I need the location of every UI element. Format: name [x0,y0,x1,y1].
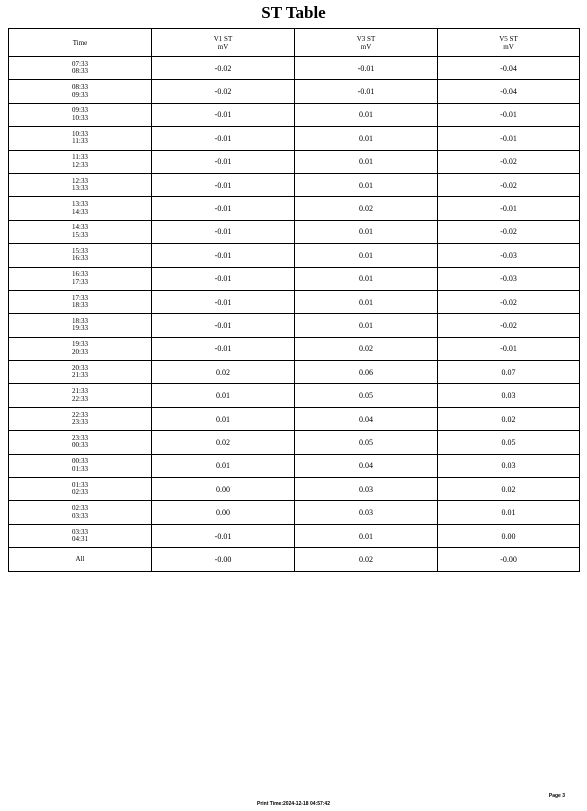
table-row [9,454,580,477]
v1-st-value: -0.01 [152,127,295,150]
time-range-cell [9,197,152,220]
v5-st-value: 0.05 [438,431,580,454]
v3-st-value: 0.01 [295,267,438,290]
time-start: 19:33 [72,340,88,349]
v1-st-value: 0.00 [152,478,295,501]
v3-st-value: 0.04 [295,407,438,430]
v5-st-value: -0.02 [438,290,580,313]
time-end: 21:33 [72,371,88,380]
time-end: 14:33 [72,207,88,216]
time-start: 07:33 [72,59,88,68]
v1-st-value: -0.01 [152,337,295,360]
v5-st-value: 0.02 [438,478,580,501]
time-range-cell [9,501,152,524]
time-end: 03:33 [72,511,88,520]
v1-st-value: 0.01 [152,384,295,407]
table-row [9,150,580,173]
v3-st-value: 0.01 [295,244,438,267]
table-row [9,314,580,337]
time-start: 14:33 [72,223,88,232]
v3-st-value: 0.01 [295,290,438,313]
time-start: 00:33 [72,457,88,466]
v5-st-value: 0.00 [438,524,580,547]
v3-st-value: 0.01 [295,127,438,150]
time-range-cell [9,431,152,454]
time-end: 04:31 [72,535,88,543]
time-range-cell [9,80,152,103]
time-start: 11:33 [72,153,88,162]
time-start: 01:33 [72,480,88,489]
time-start: 02:33 [72,504,88,513]
v1-st-value: 0.02 [152,361,295,384]
time-end: 16:33 [72,254,88,263]
time-range-cell [9,314,152,337]
v1-st-value: -0.01 [152,197,295,220]
time-start: 13:33 [72,200,88,209]
time-start: 23:33 [72,433,88,442]
time-start: 16:33 [72,270,88,279]
page-title: ST Table [261,3,326,22]
table-row [9,127,580,150]
v3-st-value: 0.02 [295,197,438,220]
time-range-cell [9,244,152,267]
table-row [9,103,580,126]
v5-st-value: -0.01 [438,197,580,220]
table-row [9,431,580,454]
print-time: Print Time:2024-12-18 04:57:42 [256,801,330,807]
table-row [9,361,580,384]
time-range-cell [9,454,152,477]
header-v1-unit: mV [217,42,229,51]
time-end: 12:33 [72,160,88,169]
v3-st-value: 0.01 [295,150,438,173]
table-row [9,197,580,220]
time-end: 10:33 [72,113,88,122]
time-range-cell [9,173,152,196]
time-range-cell [9,103,152,126]
v3-st-value: 0.01 [295,173,438,196]
table-row [9,384,580,407]
time-end: 08:33 [72,67,88,76]
table-row [9,290,580,313]
time-end: 01:33 [72,464,88,473]
st-table [8,28,580,572]
time-end: 02:33 [72,488,88,497]
v5-st-value: -0.04 [438,57,580,80]
time-end: 09:33 [72,90,88,99]
time-range-cell [9,220,152,243]
time-range-cell [9,290,152,313]
v5-st-value: 0.01 [438,501,580,524]
table-row [9,244,580,267]
v1-st-value: -0.02 [152,57,295,80]
table-row [9,173,580,196]
header-v3-unit: mV [360,42,372,51]
header-v5-lead: V5 ST [499,34,518,43]
time-end: 13:33 [72,184,88,193]
v5-st-value: -0.02 [438,314,580,337]
time-range-cell [9,267,152,290]
header-row [9,29,580,57]
time-range-cell [9,524,152,547]
table-row [9,80,580,103]
header-v5-unit: mV [503,42,514,51]
header-v3-st [295,29,438,57]
v5-st-value: -0.01 [438,103,580,126]
time-start: 12:33 [72,176,88,185]
v3-st-value: 0.03 [295,478,438,501]
time-start: 10:33 [72,129,88,138]
header-v1-lead: V1 ST [213,34,233,43]
v1-st-value: -0.01 [152,314,295,337]
v5-st-value: -0.01 [438,337,580,360]
time-range-cell [9,361,152,384]
summary-label: All [9,548,152,571]
header-v3-lead: V3 ST [356,34,376,43]
time-end: 18:33 [72,301,88,310]
v3-st-value: 0.04 [295,454,438,477]
v3-st-value: 0.01 [295,220,438,243]
time-end: 19:33 [72,324,88,333]
v3-st-value: -0.01 [295,80,438,103]
v3-st-value: 0.06 [295,361,438,384]
time-range-cell [9,407,152,430]
time-start: 20:33 [72,363,88,372]
v1-st-value: 0.02 [152,431,295,454]
v1-st-value: 0.00 [152,501,295,524]
v1-st-value: -0.02 [152,80,295,103]
table-row [9,220,580,243]
time-end: 23:33 [72,418,88,427]
v1-st-value: -0.01 [152,290,295,313]
time-start: 22:33 [72,410,88,419]
v3-st-value: 0.03 [295,501,438,524]
v5-st-value: 0.03 [438,454,580,477]
time-start: 09:33 [72,106,88,115]
v1-st-value: -0.01 [152,173,295,196]
v3-st-value: 0.05 [295,431,438,454]
time-end: 11:33 [72,137,88,146]
table-row [9,337,580,360]
time-start: 08:33 [72,83,88,92]
v1-st-value: -0.01 [152,244,295,267]
summary-row [9,548,580,571]
time-start: 17:33 [72,293,88,302]
summary-v1-value: -0.00 [152,548,295,571]
time-end: 22:33 [72,394,88,403]
header-time [9,29,152,57]
table-row [9,501,580,524]
header-time-label: Time [72,38,88,47]
v5-st-value: 0.03 [438,384,580,407]
v5-st-value: -0.02 [438,150,580,173]
v1-st-value: 0.01 [152,454,295,477]
page-number: Page 3 [548,793,565,799]
header-v1-st [152,29,295,57]
time-range-cell [9,150,152,173]
table-row [9,267,580,290]
table-row [9,407,580,430]
summary-v3-value: 0.02 [295,548,438,571]
time-end: 20:33 [72,347,88,356]
time-range-cell [9,337,152,360]
time-range-cell [9,384,152,407]
v5-st-value: -0.03 [438,267,580,290]
v1-st-value: 0.01 [152,407,295,430]
time-end: 17:33 [72,277,88,286]
v3-st-value: 0.01 [295,103,438,126]
v3-st-value: 0.05 [295,384,438,407]
table-row [9,57,580,80]
time-range-cell [9,478,152,501]
v1-st-value: -0.01 [152,267,295,290]
v1-st-value: -0.01 [152,220,295,243]
v5-st-value: 0.07 [438,361,580,384]
v1-st-value: -0.01 [152,150,295,173]
v5-st-value: -0.02 [438,173,580,196]
v3-st-value: 0.02 [295,337,438,360]
time-end: 00:33 [72,441,88,450]
v3-st-value: 0.01 [295,524,438,547]
time-range-cell [9,57,152,80]
time-start: 18:33 [72,316,88,325]
v5-st-value: -0.04 [438,80,580,103]
table-row [9,478,580,501]
time-start: 21:33 [72,387,88,396]
time-start: 15:33 [72,246,88,255]
summary-v5-value: -0.00 [438,548,580,571]
header-v5-st [438,29,580,57]
v3-st-value: 0.01 [295,314,438,337]
v5-st-value: -0.03 [438,244,580,267]
v5-st-value: -0.01 [438,127,580,150]
time-start: 03:33 [72,527,88,536]
v3-st-value: -0.01 [295,57,438,80]
v1-st-value: -0.01 [152,103,295,126]
v5-st-value: 0.02 [438,407,580,430]
table-body [9,57,580,572]
v1-st-value: -0.01 [152,524,295,547]
table-row [9,524,580,547]
time-range-cell [9,127,152,150]
time-end: 15:33 [72,230,88,239]
v5-st-value: -0.02 [438,220,580,243]
